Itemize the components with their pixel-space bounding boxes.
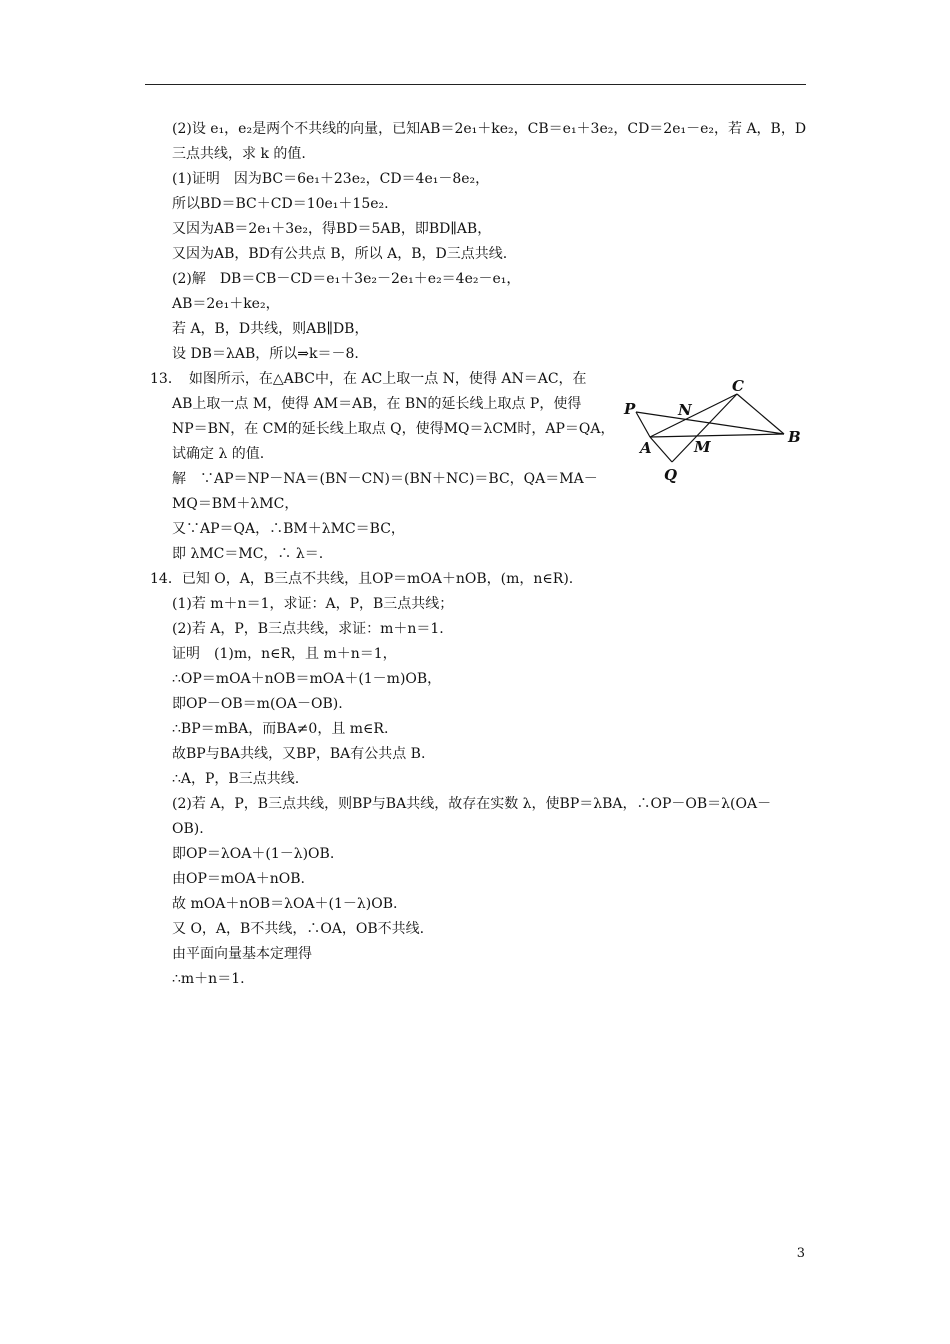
text-line: 若 A，B，D共线，则AB∥DB，	[172, 321, 369, 337]
text-line: 故BP与BA共线，又BP，BA有公共点 B.	[172, 746, 426, 762]
label-p: P	[624, 400, 636, 418]
label-c: C	[732, 377, 744, 395]
segment-ab	[650, 434, 784, 437]
text-line: 即 λMC＝MC，∴ λ＝.	[172, 546, 324, 562]
text-line: (1)若 m＋n＝1，求证：A，P，B三点共线；	[172, 596, 454, 612]
text-line: 又∵AP＝QA，∴BM＋λMC＝BC，	[172, 521, 405, 537]
geometry-figure	[622, 374, 812, 486]
document-body	[150, 117, 810, 992]
text-line: 三点共线，求 k 的值.	[172, 146, 306, 162]
text-line: NP＝BN，在 CM的延长线上取点 Q，使得MQ＝λCM时，AP＝QA，	[172, 421, 615, 437]
text-line: OB).	[172, 821, 204, 837]
label-n: N	[678, 401, 692, 419]
segment-pa	[636, 412, 650, 437]
problem-13-heading: 13． 如图所示，在△ABC中，在 AC上取一点 N，使得 AN＝AC，在	[150, 371, 587, 387]
segment-aq	[650, 437, 672, 462]
text-line: 又因为AB，BD有公共点 B，所以 A，B，D三点共线.	[172, 246, 508, 262]
text-line: 试确定 λ 的值.	[172, 446, 265, 462]
text-line: 又因为AB＝2e₁＋3e₂，得BD＝5AB，即BD∥AB，	[172, 221, 492, 237]
text-line: 即OP－OB＝m(OA－OB).	[172, 696, 343, 712]
header-rule	[145, 84, 806, 85]
text-line: 解 ∵AP＝NP－NA＝(BN－CN)＝(BN＋NC)＝BC，QA＝MA－	[172, 471, 598, 487]
text-line: (2)解 DB＝CB－CD＝e₁＋3e₂－2e₁＋e₂＝4e₂－e₁，	[172, 271, 521, 287]
text-line: 由OP＝mOA＋nOB.	[172, 871, 305, 887]
text-line: (2)若 A，P，B三点共线，求证：m＋n＝1.	[172, 621, 444, 637]
text-line: 即OP＝λOA＋(1－λ)OB.	[172, 846, 335, 862]
text-line: 设 DB＝λAB，所以⇒k＝－8.	[172, 346, 359, 362]
text-line: 由平面向量基本定理得	[172, 946, 312, 962]
text-line: ∴BP＝mBA，而BA≠0，且 m∈R.	[172, 721, 389, 737]
text-line: 证明 (1)m，n∈R，且 m＋n＝1，	[172, 646, 397, 662]
text-line: 又 O，A，B不共线，∴OA，OB不共线.	[172, 921, 425, 937]
text-line: ∴A，P，B三点共线.	[172, 771, 300, 787]
text-line: 故 mOA＋nOB＝λOA＋(1－λ)OB.	[172, 896, 398, 912]
label-a: A	[640, 439, 652, 457]
text-line: (2)若 A，P，B三点共线，则BP与BA共线，故存在实数 λ，使BP＝λBA，∴OP－OB＝λ(OA－	[172, 796, 772, 812]
text-line: ∴m＋n＝1.	[172, 971, 245, 987]
text-line: ∴OP＝mOA＋nOB＝mOA＋(1－m)OB，	[172, 671, 442, 687]
text-line: (1)证明 因为BC＝6e₁＋23e₂，CD＝4e₁－8e₂，	[172, 171, 490, 187]
text-line: AB上取一点 M，使得 AM＝AB，在 BN的延长线上取点 P，使得	[172, 396, 582, 412]
label-q: Q	[664, 466, 678, 484]
text-line: MQ＝BM＋λMC，	[172, 496, 299, 512]
label-m: M	[694, 438, 711, 456]
text-line: (2)设 e₁，e₂是两个不共线的向量，已知AB＝2e₁＋ke₂，CB＝e₁＋3e₂，CD＝2e₁－e₂，若 A，B，D	[172, 121, 807, 137]
page-number: 3	[796, 1246, 805, 1261]
text-line: 所以BD＝BC＋CD＝10e₁＋15e₂.	[172, 196, 389, 212]
text-line: AB＝2e₁＋ke₂，	[172, 296, 280, 312]
problem-14-heading: 14．已知 O，A，B三点不共线，且OP＝mOA＋nOB，(m，n∈R).	[150, 571, 574, 587]
label-b: B	[788, 428, 801, 446]
